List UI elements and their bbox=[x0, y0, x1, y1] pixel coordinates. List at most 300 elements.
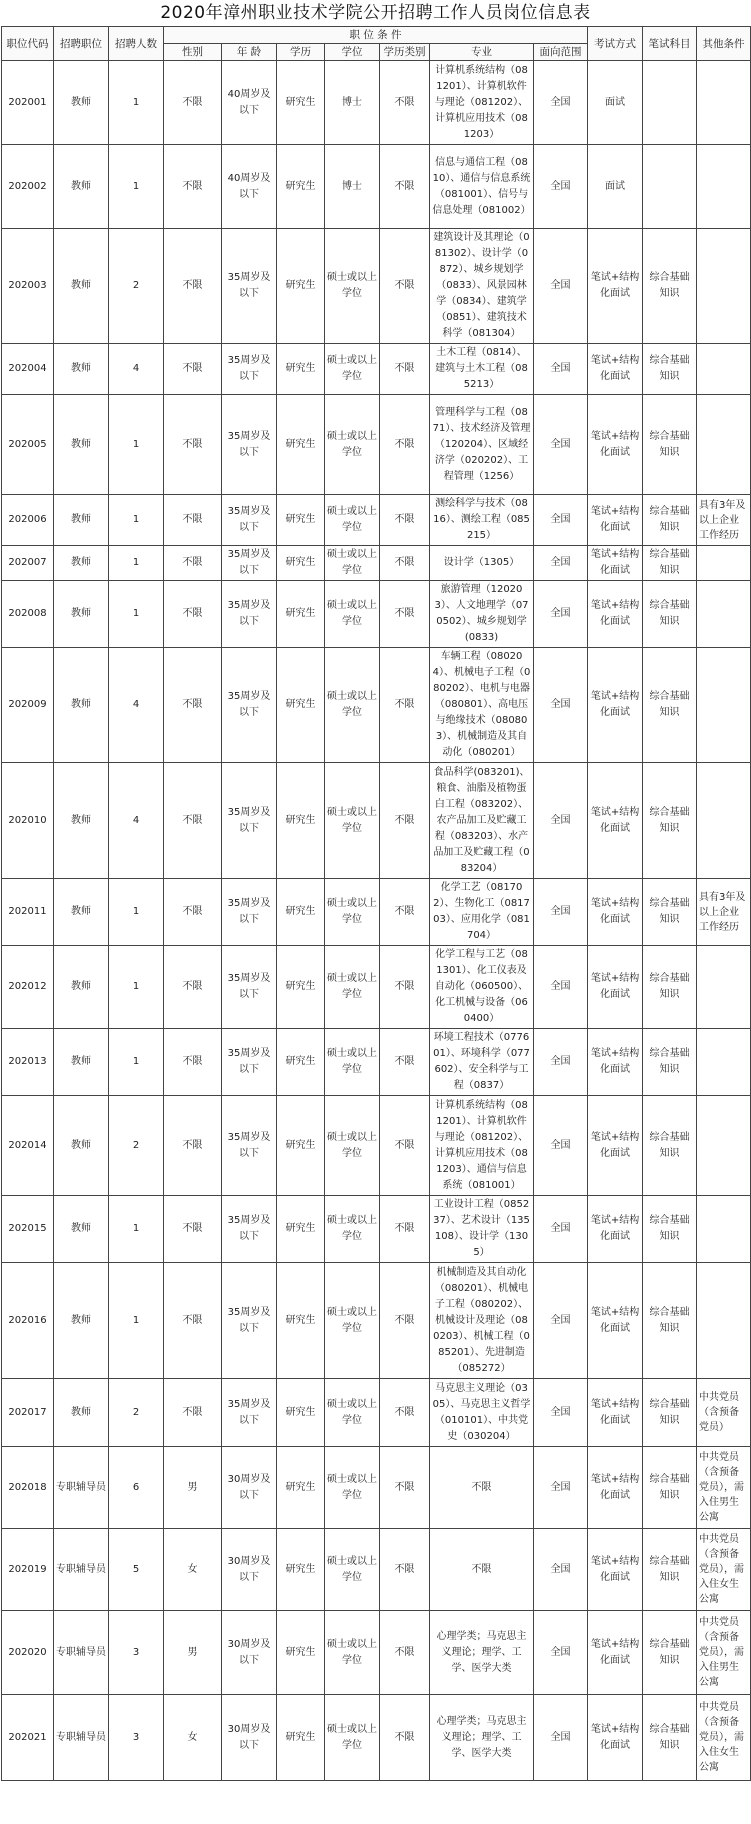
header-gender: 性别 bbox=[164, 44, 222, 61]
header-code: 职位代码 bbox=[2, 27, 54, 61]
cell-edu-type: 不限 bbox=[380, 145, 430, 229]
cell-position: 教师 bbox=[54, 229, 109, 344]
cell-position: 教师 bbox=[54, 1263, 109, 1379]
cell-major: 管理科学与工程（0871）、技术经济及管理（120204）、区域经济学（020202）、工程管理（1256） bbox=[430, 395, 534, 495]
cell-scope: 全国 bbox=[534, 546, 588, 581]
cell-count: 4 bbox=[109, 648, 164, 763]
cell-other bbox=[697, 229, 751, 344]
job-table bbox=[1, 26, 751, 1781]
cell-age: 35周岁及以下 bbox=[222, 1263, 277, 1379]
cell-exam-method: 笔试+结构化面试 bbox=[588, 1196, 643, 1263]
cell-exam-method: 笔试+结构化面试 bbox=[588, 229, 643, 344]
table-row bbox=[2, 879, 751, 946]
cell-age: 30周岁及以下 bbox=[222, 1695, 277, 1781]
cell-exam-method: 笔试+结构化面试 bbox=[588, 344, 643, 395]
cell-degree: 博士 bbox=[325, 145, 380, 229]
cell-gender: 不限 bbox=[164, 495, 222, 546]
header-written-subject: 笔试科目 bbox=[643, 27, 697, 61]
cell-education: 研究生 bbox=[277, 1611, 325, 1695]
cell-degree: 硕士或以上学位 bbox=[325, 1529, 380, 1611]
cell-degree: 博士 bbox=[325, 61, 380, 145]
cell-exam-method: 笔试+结构化面试 bbox=[588, 879, 643, 946]
header-education: 学历 bbox=[277, 44, 325, 61]
cell-scope: 全国 bbox=[534, 1611, 588, 1695]
cell-other: 具有3年及以上企业工作经历 bbox=[697, 879, 751, 946]
cell-major: 食品科学(083201)、粮食、油脂及植物蛋白工程（083202）、农产品加工及贮藏工程（083203）、水产品加工及贮藏工程（083204） bbox=[430, 763, 534, 879]
cell-age: 35周岁及以下 bbox=[222, 229, 277, 344]
cell-major: 测绘科学与技术（0816）、测绘工程（085215） bbox=[430, 495, 534, 546]
cell-scope: 全国 bbox=[534, 1029, 588, 1096]
cell-age: 35周岁及以下 bbox=[222, 546, 277, 581]
cell-written-subject: 综合基础知识 bbox=[643, 229, 697, 344]
cell-other bbox=[697, 1263, 751, 1379]
cell-education: 研究生 bbox=[277, 1029, 325, 1096]
cell-position: 教师 bbox=[54, 879, 109, 946]
cell-written-subject: 综合基础知识 bbox=[643, 344, 697, 395]
cell-written-subject: 综合基础知识 bbox=[643, 395, 697, 495]
cell-other bbox=[697, 1196, 751, 1263]
cell-age: 35周岁及以下 bbox=[222, 763, 277, 879]
cell-written-subject: 综合基础知识 bbox=[643, 1196, 697, 1263]
cell-gender: 男 bbox=[164, 1611, 222, 1695]
cell-gender: 不限 bbox=[164, 229, 222, 344]
cell-gender: 不限 bbox=[164, 1196, 222, 1263]
cell-count: 6 bbox=[109, 1447, 164, 1529]
cell-age: 30周岁及以下 bbox=[222, 1447, 277, 1529]
cell-age: 30周岁及以下 bbox=[222, 1611, 277, 1695]
cell-age: 30周岁及以下 bbox=[222, 1529, 277, 1611]
cell-education: 研究生 bbox=[277, 763, 325, 879]
cell-major: 设计学（1305） bbox=[430, 546, 534, 581]
cell-count: 1 bbox=[109, 581, 164, 648]
cell-written-subject: 综合基础知识 bbox=[643, 495, 697, 546]
cell-education: 研究生 bbox=[277, 648, 325, 763]
cell-code: 202017 bbox=[2, 1379, 54, 1447]
cell-position: 教师 bbox=[54, 1029, 109, 1096]
cell-age: 35周岁及以下 bbox=[222, 946, 277, 1029]
cell-count: 2 bbox=[109, 1096, 164, 1196]
cell-gender: 不限 bbox=[164, 546, 222, 581]
cell-position: 教师 bbox=[54, 581, 109, 648]
cell-code: 202016 bbox=[2, 1263, 54, 1379]
cell-position: 专职辅导员 bbox=[54, 1447, 109, 1529]
cell-edu-type: 不限 bbox=[380, 229, 430, 344]
cell-scope: 全国 bbox=[534, 344, 588, 395]
cell-count: 1 bbox=[109, 61, 164, 145]
cell-major: 计算机系统结构（081201）、计算机软件与理论（081202）、计算机应用技术（081203）、通信与信息系统（081001） bbox=[430, 1096, 534, 1196]
cell-other: 中共党员（含预备党员） bbox=[697, 1379, 751, 1447]
cell-count: 2 bbox=[109, 1379, 164, 1447]
cell-age: 35周岁及以下 bbox=[222, 1379, 277, 1447]
cell-degree: 硕士或以上学位 bbox=[325, 1447, 380, 1529]
cell-education: 研究生 bbox=[277, 61, 325, 145]
header-count: 招聘人数 bbox=[109, 27, 164, 61]
cell-position: 教师 bbox=[54, 145, 109, 229]
cell-code: 202001 bbox=[2, 61, 54, 145]
table-row bbox=[2, 495, 751, 546]
header-age: 年 龄 bbox=[222, 44, 277, 61]
cell-age: 35周岁及以下 bbox=[222, 648, 277, 763]
cell-degree: 硕士或以上学位 bbox=[325, 1379, 380, 1447]
cell-written-subject: 综合基础知识 bbox=[643, 1263, 697, 1379]
cell-scope: 全国 bbox=[534, 495, 588, 546]
cell-code: 202007 bbox=[2, 546, 54, 581]
cell-written-subject: 综合基础知识 bbox=[643, 546, 697, 581]
cell-major: 计算机系统结构（081201）、计算机软件与理论（081202）、计算机应用技术（081203） bbox=[430, 61, 534, 145]
cell-count: 1 bbox=[109, 1196, 164, 1263]
cell-other bbox=[697, 1096, 751, 1196]
cell-count: 3 bbox=[109, 1611, 164, 1695]
cell-written-subject: 综合基础知识 bbox=[643, 1379, 697, 1447]
cell-exam-method: 笔试+结构化面试 bbox=[588, 763, 643, 879]
cell-code: 202008 bbox=[2, 581, 54, 648]
cell-position: 教师 bbox=[54, 495, 109, 546]
cell-degree: 硕士或以上学位 bbox=[325, 1611, 380, 1695]
cell-position: 专职辅导员 bbox=[54, 1529, 109, 1611]
cell-exam-method: 笔试+结构化面试 bbox=[588, 946, 643, 1029]
cell-position: 教师 bbox=[54, 648, 109, 763]
cell-edu-type: 不限 bbox=[380, 581, 430, 648]
cell-scope: 全国 bbox=[534, 946, 588, 1029]
table-row bbox=[2, 1096, 751, 1196]
cell-education: 研究生 bbox=[277, 1263, 325, 1379]
cell-count: 4 bbox=[109, 344, 164, 395]
cell-count: 1 bbox=[109, 395, 164, 495]
cell-degree: 硕士或以上学位 bbox=[325, 1029, 380, 1096]
cell-code: 202004 bbox=[2, 344, 54, 395]
cell-count: 1 bbox=[109, 946, 164, 1029]
cell-edu-type: 不限 bbox=[380, 1529, 430, 1611]
header-position: 招聘职位 bbox=[54, 27, 109, 61]
cell-major: 车辆工程（080204）、机械电子工程（080202）、电机与电器（080801）、高电压与绝缘技术（080803）、机械制造及其自动化（080201） bbox=[430, 648, 534, 763]
cell-written-subject: 综合基础知识 bbox=[643, 648, 697, 763]
cell-edu-type: 不限 bbox=[380, 879, 430, 946]
cell-code: 202012 bbox=[2, 946, 54, 1029]
cell-exam-method: 笔试+结构化面试 bbox=[588, 1096, 643, 1196]
cell-code: 202005 bbox=[2, 395, 54, 495]
cell-code: 202021 bbox=[2, 1695, 54, 1781]
cell-education: 研究生 bbox=[277, 1379, 325, 1447]
table-row bbox=[2, 648, 751, 763]
cell-education: 研究生 bbox=[277, 1096, 325, 1196]
cell-position: 教师 bbox=[54, 61, 109, 145]
cell-other bbox=[697, 946, 751, 1029]
cell-position: 教师 bbox=[54, 546, 109, 581]
cell-degree: 硕士或以上学位 bbox=[325, 1695, 380, 1781]
page-title: 2020年漳州职业技术学院公开招聘工作人员岗位信息表 bbox=[160, 3, 591, 23]
cell-degree: 硕士或以上学位 bbox=[325, 495, 380, 546]
cell-gender: 不限 bbox=[164, 344, 222, 395]
cell-exam-method: 笔试+结构化面试 bbox=[588, 1029, 643, 1096]
cell-education: 研究生 bbox=[277, 1196, 325, 1263]
cell-major: 旅游管理（120203）、人文地理学（070502）、城乡规划学(0833) bbox=[430, 581, 534, 648]
cell-gender: 不限 bbox=[164, 648, 222, 763]
table-row bbox=[2, 145, 751, 229]
table-row bbox=[2, 1447, 751, 1529]
cell-gender: 女 bbox=[164, 1529, 222, 1611]
cell-other bbox=[697, 546, 751, 581]
cell-count: 1 bbox=[109, 1029, 164, 1096]
cell-code: 202019 bbox=[2, 1529, 54, 1611]
cell-position: 教师 bbox=[54, 1096, 109, 1196]
cell-age: 35周岁及以下 bbox=[222, 581, 277, 648]
cell-major: 心理学类；马克思主义理论；理学、工学、医学大类 bbox=[430, 1695, 534, 1781]
cell-edu-type: 不限 bbox=[380, 1263, 430, 1379]
cell-exam-method: 笔试+结构化面试 bbox=[588, 581, 643, 648]
cell-age: 40周岁及以下 bbox=[222, 61, 277, 145]
cell-major: 环境工程技术（077601）、环境科学（077602）、安全科学与工程（0837） bbox=[430, 1029, 534, 1096]
cell-education: 研究生 bbox=[277, 495, 325, 546]
cell-position: 专职辅导员 bbox=[54, 1611, 109, 1695]
cell-written-subject: 综合基础知识 bbox=[643, 879, 697, 946]
cell-major: 工业设计工程（085237）、艺术设计（135108）、设计学（1305） bbox=[430, 1196, 534, 1263]
cell-edu-type: 不限 bbox=[380, 1379, 430, 1447]
cell-age: 35周岁及以下 bbox=[222, 344, 277, 395]
cell-other: 中共党员（含预备党员），需入住女生公寓 bbox=[697, 1529, 751, 1611]
cell-major: 信息与通信工程（0810）、通信与信息系统（081001）、信号与信息处理（081002） bbox=[430, 145, 534, 229]
cell-exam-method: 笔试+结构化面试 bbox=[588, 648, 643, 763]
cell-position: 教师 bbox=[54, 344, 109, 395]
cell-education: 研究生 bbox=[277, 1447, 325, 1529]
header-major: 专业 bbox=[430, 44, 534, 61]
cell-scope: 全国 bbox=[534, 1379, 588, 1447]
table-row bbox=[2, 229, 751, 344]
cell-code: 202006 bbox=[2, 495, 54, 546]
table-row bbox=[2, 763, 751, 879]
cell-education: 研究生 bbox=[277, 946, 325, 1029]
cell-written-subject bbox=[643, 61, 697, 145]
cell-count: 1 bbox=[109, 546, 164, 581]
cell-other bbox=[697, 581, 751, 648]
cell-count: 1 bbox=[109, 879, 164, 946]
cell-written-subject: 综合基础知识 bbox=[643, 581, 697, 648]
cell-degree: 硕士或以上学位 bbox=[325, 395, 380, 495]
cell-degree: 硕士或以上学位 bbox=[325, 1263, 380, 1379]
cell-gender: 不限 bbox=[164, 61, 222, 145]
cell-written-subject: 综合基础知识 bbox=[643, 1529, 697, 1611]
cell-degree: 硕士或以上学位 bbox=[325, 763, 380, 879]
cell-code: 202015 bbox=[2, 1196, 54, 1263]
cell-scope: 全国 bbox=[534, 145, 588, 229]
cell-education: 研究生 bbox=[277, 145, 325, 229]
cell-edu-type: 不限 bbox=[380, 61, 430, 145]
cell-other bbox=[697, 344, 751, 395]
cell-scope: 全国 bbox=[534, 1695, 588, 1781]
cell-degree: 硕士或以上学位 bbox=[325, 1196, 380, 1263]
cell-other: 中共党员（含预备党员），需入住男生公寓 bbox=[697, 1611, 751, 1695]
header-other: 其他条件 bbox=[697, 27, 751, 61]
cell-degree: 硕士或以上学位 bbox=[325, 581, 380, 648]
cell-edu-type: 不限 bbox=[380, 344, 430, 395]
cell-exam-method: 面试 bbox=[588, 61, 643, 145]
cell-gender: 不限 bbox=[164, 1029, 222, 1096]
cell-count: 1 bbox=[109, 145, 164, 229]
cell-education: 研究生 bbox=[277, 344, 325, 395]
cell-scope: 全国 bbox=[534, 1196, 588, 1263]
cell-major: 建筑设计及其理论（081302）、设计学（0872）、城乡规划学（0833）、风景园林学（0834）、建筑学（0851）、建筑技术科学（081304） bbox=[430, 229, 534, 344]
cell-count: 4 bbox=[109, 763, 164, 879]
cell-gender: 不限 bbox=[164, 1096, 222, 1196]
cell-gender: 不限 bbox=[164, 1263, 222, 1379]
cell-age: 35周岁及以下 bbox=[222, 495, 277, 546]
cell-other: 中共党员（含预备党员），需入住女生公寓 bbox=[697, 1695, 751, 1781]
cell-scope: 全国 bbox=[534, 229, 588, 344]
cell-major: 不限 bbox=[430, 1447, 534, 1529]
table-row bbox=[2, 946, 751, 1029]
table-row bbox=[2, 1611, 751, 1695]
cell-other bbox=[697, 763, 751, 879]
cell-scope: 全国 bbox=[534, 648, 588, 763]
table-row bbox=[2, 1529, 751, 1611]
cell-position: 专职辅导员 bbox=[54, 1695, 109, 1781]
header-exam-method: 考试方式 bbox=[588, 27, 643, 61]
cell-code: 202010 bbox=[2, 763, 54, 879]
cell-age: 35周岁及以下 bbox=[222, 1029, 277, 1096]
cell-code: 202011 bbox=[2, 879, 54, 946]
cell-exam-method: 笔试+结构化面试 bbox=[588, 1611, 643, 1695]
cell-position: 教师 bbox=[54, 1379, 109, 1447]
cell-scope: 全国 bbox=[534, 1447, 588, 1529]
cell-education: 研究生 bbox=[277, 546, 325, 581]
cell-scope: 全国 bbox=[534, 763, 588, 879]
cell-education: 研究生 bbox=[277, 879, 325, 946]
cell-gender: 不限 bbox=[164, 581, 222, 648]
cell-code: 202003 bbox=[2, 229, 54, 344]
cell-code: 202002 bbox=[2, 145, 54, 229]
cell-gender: 不限 bbox=[164, 395, 222, 495]
table-row bbox=[2, 1695, 751, 1781]
cell-written-subject: 综合基础知识 bbox=[643, 1611, 697, 1695]
cell-scope: 全国 bbox=[534, 1529, 588, 1611]
cell-edu-type: 不限 bbox=[380, 763, 430, 879]
cell-scope: 全国 bbox=[534, 581, 588, 648]
cell-written-subject: 综合基础知识 bbox=[643, 1096, 697, 1196]
cell-edu-type: 不限 bbox=[380, 1611, 430, 1695]
cell-position: 教师 bbox=[54, 763, 109, 879]
cell-written-subject bbox=[643, 145, 697, 229]
table-row bbox=[2, 395, 751, 495]
cell-written-subject: 综合基础知识 bbox=[643, 1447, 697, 1529]
header-scope: 面向范围 bbox=[534, 44, 588, 61]
table-row bbox=[2, 546, 751, 581]
header-degree: 学位 bbox=[325, 44, 380, 61]
cell-degree: 硕士或以上学位 bbox=[325, 344, 380, 395]
cell-age: 35周岁及以下 bbox=[222, 1196, 277, 1263]
cell-other bbox=[697, 61, 751, 145]
table-row bbox=[2, 1029, 751, 1096]
cell-edu-type: 不限 bbox=[380, 495, 430, 546]
cell-edu-type: 不限 bbox=[380, 546, 430, 581]
cell-major: 土木工程（0814）、建筑与土木工程（085213） bbox=[430, 344, 534, 395]
cell-major: 心理学类；马克思主义理论；理学、工学、医学大类 bbox=[430, 1611, 534, 1695]
cell-major: 机械制造及其自动化（080201）、机械电子工程（080202）、机械设计及理论（080203）、机械工程（085201）、先进制造（085272） bbox=[430, 1263, 534, 1379]
cell-count: 5 bbox=[109, 1529, 164, 1611]
cell-gender: 不限 bbox=[164, 763, 222, 879]
cell-count: 2 bbox=[109, 229, 164, 344]
cell-count: 1 bbox=[109, 1263, 164, 1379]
cell-count: 3 bbox=[109, 1695, 164, 1781]
cell-position: 教师 bbox=[54, 946, 109, 1029]
cell-education: 研究生 bbox=[277, 1529, 325, 1611]
cell-edu-type: 不限 bbox=[380, 395, 430, 495]
cell-degree: 硕士或以上学位 bbox=[325, 648, 380, 763]
cell-code: 202009 bbox=[2, 648, 54, 763]
header-conditions: 职 位 条 件 bbox=[164, 27, 588, 44]
cell-major: 马克思主义理论（0305）、马克思主义哲学（010101）、中共党史（030204） bbox=[430, 1379, 534, 1447]
cell-position: 教师 bbox=[54, 395, 109, 495]
cell-scope: 全国 bbox=[534, 1096, 588, 1196]
cell-other: 中共党员（含预备党员），需入住男生公寓 bbox=[697, 1447, 751, 1529]
cell-edu-type: 不限 bbox=[380, 1029, 430, 1096]
cell-exam-method: 笔试+结构化面试 bbox=[588, 1695, 643, 1781]
cell-degree: 硕士或以上学位 bbox=[325, 546, 380, 581]
cell-scope: 全国 bbox=[534, 395, 588, 495]
cell-gender: 女 bbox=[164, 1695, 222, 1781]
table-row bbox=[2, 61, 751, 145]
cell-other bbox=[697, 395, 751, 495]
cell-code: 202014 bbox=[2, 1096, 54, 1196]
cell-scope: 全国 bbox=[534, 879, 588, 946]
cell-edu-type: 不限 bbox=[380, 1096, 430, 1196]
cell-other bbox=[697, 1029, 751, 1096]
cell-code: 202013 bbox=[2, 1029, 54, 1096]
cell-other bbox=[697, 145, 751, 229]
cell-exam-method: 笔试+结构化面试 bbox=[588, 1529, 643, 1611]
cell-education: 研究生 bbox=[277, 1695, 325, 1781]
cell-other: 具有3年及以上企业工作经历 bbox=[697, 495, 751, 546]
cell-major: 化学工艺（081702）、生物化工（081703）、应用化学（081704） bbox=[430, 879, 534, 946]
cell-exam-method: 笔试+结构化面试 bbox=[588, 1263, 643, 1379]
cell-exam-method: 笔试+结构化面试 bbox=[588, 1379, 643, 1447]
cell-exam-method: 笔试+结构化面试 bbox=[588, 546, 643, 581]
cell-written-subject: 综合基础知识 bbox=[643, 763, 697, 879]
table-row bbox=[2, 581, 751, 648]
cell-edu-type: 不限 bbox=[380, 1447, 430, 1529]
cell-education: 研究生 bbox=[277, 581, 325, 648]
table-row bbox=[2, 1196, 751, 1263]
header-edu-type: 学历类别 bbox=[380, 44, 430, 61]
cell-exam-method: 笔试+结构化面试 bbox=[588, 395, 643, 495]
cell-exam-method: 笔试+结构化面试 bbox=[588, 1447, 643, 1529]
cell-code: 202018 bbox=[2, 1447, 54, 1529]
cell-scope: 全国 bbox=[534, 61, 588, 145]
cell-degree: 硕士或以上学位 bbox=[325, 229, 380, 344]
cell-major: 不限 bbox=[430, 1529, 534, 1611]
cell-edu-type: 不限 bbox=[380, 1695, 430, 1781]
cell-exam-method: 笔试+结构化面试 bbox=[588, 495, 643, 546]
table-row bbox=[2, 1263, 751, 1379]
cell-written-subject: 综合基础知识 bbox=[643, 1029, 697, 1096]
cell-scope: 全国 bbox=[534, 1263, 588, 1379]
cell-position: 教师 bbox=[54, 1196, 109, 1263]
cell-age: 40周岁及以下 bbox=[222, 145, 277, 229]
cell-degree: 硕士或以上学位 bbox=[325, 879, 380, 946]
cell-edu-type: 不限 bbox=[380, 1196, 430, 1263]
cell-degree: 硕士或以上学位 bbox=[325, 946, 380, 1029]
cell-written-subject: 综合基础知识 bbox=[643, 946, 697, 1029]
cell-code: 202020 bbox=[2, 1611, 54, 1695]
cell-edu-type: 不限 bbox=[380, 946, 430, 1029]
cell-age: 35周岁及以下 bbox=[222, 395, 277, 495]
cell-age: 35周岁及以下 bbox=[222, 879, 277, 946]
cell-other bbox=[697, 648, 751, 763]
cell-edu-type: 不限 bbox=[380, 648, 430, 763]
cell-written-subject: 综合基础知识 bbox=[643, 1695, 697, 1781]
cell-degree: 硕士或以上学位 bbox=[325, 1096, 380, 1196]
cell-education: 研究生 bbox=[277, 229, 325, 344]
cell-major: 化学工程与工艺（081301）、化工仪表及自动化（060500）、化工机械与设备（060400） bbox=[430, 946, 534, 1029]
cell-count: 1 bbox=[109, 495, 164, 546]
